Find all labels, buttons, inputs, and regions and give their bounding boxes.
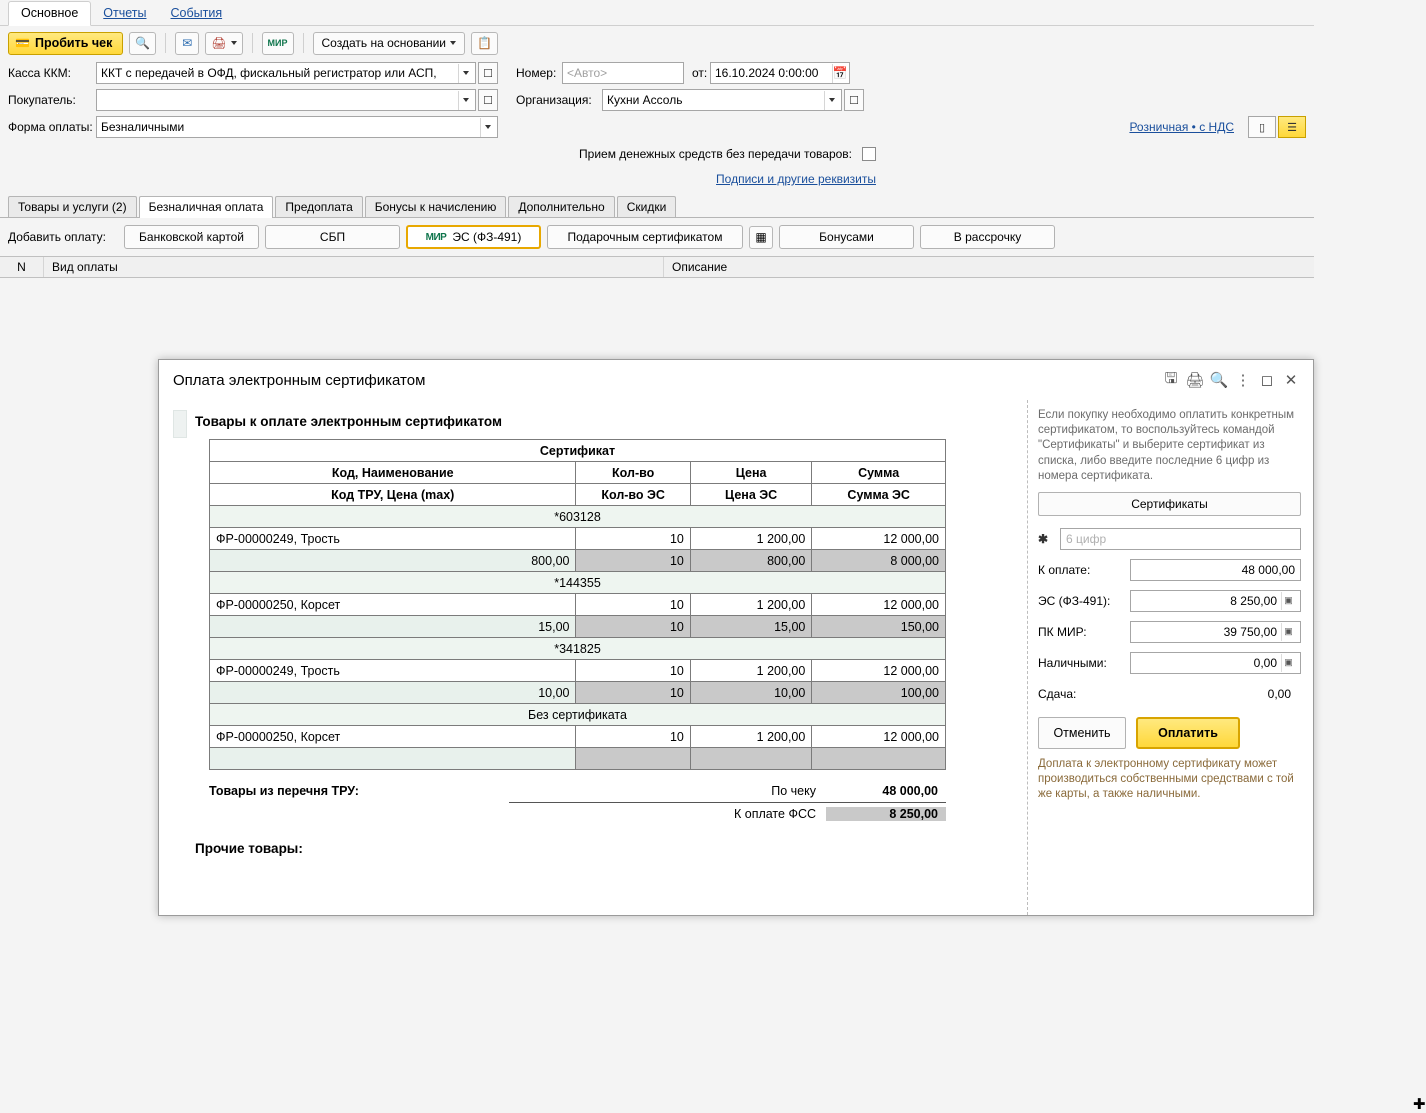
- table-row-sub[interactable]: [210, 682, 946, 704]
- pay-by-electronic-certificate-label: ЭС (ФЗ-491): [452, 230, 522, 244]
- cash-label: Наличными:: [1038, 655, 1107, 670]
- cell-name: ФР-00000249, Трость: [210, 528, 576, 550]
- create-based-on-button[interactable]: [313, 32, 466, 55]
- row-payform: [8, 116, 1306, 138]
- modal-title: Оплата электронным сертификатом: [173, 371, 426, 389]
- tab-bonuses-label: Бонусы к начислению: [374, 200, 497, 214]
- table-group-row: [210, 506, 946, 528]
- date-value: 16.10.2024 0:00:00: [715, 66, 819, 80]
- nav-tab-reports[interactable]: [91, 2, 158, 25]
- mir-button[interactable]: [262, 32, 294, 55]
- pay-by-sbp-button[interactable]: [265, 225, 400, 249]
- cell-price-es: [690, 748, 811, 770]
- cell-sum-es: 150,00: [812, 616, 946, 638]
- close-icon[interactable]: ✕: [1284, 372, 1298, 389]
- totals-fss-value: 8 250,00: [826, 807, 946, 821]
- row-pk-mir: [1038, 619, 1301, 645]
- totals-row-check: [209, 780, 946, 802]
- cell-sum-es: 100,00: [812, 682, 946, 704]
- pay-button[interactable]: [1136, 717, 1240, 749]
- th-code-name: Код, Наименование: [210, 462, 576, 484]
- cell-price-es: 15,00: [690, 616, 811, 638]
- to-pay-value: 48 000,00: [1241, 562, 1295, 577]
- row-change: [1038, 681, 1301, 707]
- chevron-down-icon-2: [450, 41, 456, 45]
- envelope-icon: ✉: [182, 36, 193, 50]
- cell-qty: 10: [576, 660, 690, 682]
- table-group-row: [210, 704, 946, 726]
- group-label-2: *144355: [210, 572, 946, 594]
- section-marker: [173, 410, 187, 438]
- document-tabs: [0, 194, 1314, 218]
- date-label: от:: [692, 66, 708, 80]
- certificates-button[interactable]: [1038, 492, 1301, 516]
- tab-additional[interactable]: [508, 196, 614, 217]
- nav-tab-reports-label: Отчеты: [103, 6, 147, 20]
- cell-qty: 10: [576, 594, 690, 616]
- punch-check-label: Пробить чек: [34, 36, 113, 50]
- tab-additional-label: Дополнительно: [518, 200, 605, 214]
- maximize-icon[interactable]: ◻: [1260, 372, 1274, 389]
- modal-body: [159, 400, 1313, 915]
- main-toolbar: [0, 26, 1314, 60]
- cell-qty-es: 10: [576, 682, 690, 704]
- table-row[interactable]: [210, 660, 946, 682]
- cell-price: 1 200,00: [690, 660, 811, 682]
- toolbar-separator-3: [303, 33, 304, 53]
- calculator-icon-3[interactable]: ▣: [1281, 654, 1295, 672]
- search-button[interactable]: [129, 32, 156, 55]
- table-row[interactable]: [210, 726, 946, 748]
- tab-bonuses[interactable]: [365, 196, 507, 217]
- cell-price-es: 10,00: [690, 682, 811, 704]
- tab-cashless-payment[interactable]: [139, 196, 274, 218]
- to-pay-input[interactable]: [1130, 559, 1301, 581]
- tab-cashless-payment-label: Безналичная оплата: [148, 200, 264, 214]
- row-kassa: [8, 62, 1306, 84]
- row-es: [1038, 588, 1301, 614]
- es-input[interactable]: [1130, 590, 1301, 612]
- barcode-button[interactable]: ☰: [1278, 116, 1306, 138]
- th-price: Цена: [690, 462, 811, 484]
- pay-by-bonuses-label: Бонусами: [819, 230, 874, 244]
- cell-tru-price: 10,00: [210, 682, 576, 704]
- cell-sum-es: [812, 748, 946, 770]
- org-dropdown-icon[interactable]: [824, 91, 839, 110]
- nav-tab-events-label: События: [170, 6, 223, 20]
- pay-button-label: Оплатить: [1158, 725, 1218, 740]
- table-header-row-2: [210, 484, 946, 506]
- modal-left-panel: [159, 400, 1027, 915]
- change-label: Сдача:: [1038, 686, 1077, 701]
- certificate-code-row: [1038, 526, 1301, 552]
- group-label-4: Без сертификата: [210, 704, 946, 726]
- modal-title-bar: [159, 360, 1313, 400]
- change-value-readonly: [1130, 683, 1301, 705]
- to-pay-label: К оплате:: [1038, 562, 1091, 577]
- th-qty-es: Кол-во ЭС: [576, 484, 690, 506]
- tab-prepayment-label: Предоплата: [285, 200, 353, 214]
- mir-icon-button: МИР: [425, 231, 447, 243]
- accept-funds-checkbox[interactable]: [862, 147, 876, 161]
- cell-qty-es: [576, 748, 690, 770]
- row-buyer: [8, 89, 1306, 111]
- certificate-hint-text: Если покупку необходимо оплатить конкретным сертификатом, то воспользуйтесь командой "Сертификаты" и выберите сертификат из списка, либо введите последние 6 цифр из номера сертификата.: [1038, 409, 1294, 482]
- cell-price-es: 800,00: [690, 550, 811, 572]
- calendar-icon[interactable]: 📅: [832, 64, 847, 83]
- calculator-icon-2[interactable]: ▣: [1281, 623, 1295, 641]
- certificate-code-placeholder: 6 цифр: [1066, 531, 1107, 546]
- group-label-1: *603128: [210, 506, 946, 528]
- row-accept-funds: [8, 143, 1306, 165]
- punch-check-button[interactable]: [8, 32, 123, 55]
- required-marker: ✱: [1038, 531, 1049, 546]
- table-row-sub[interactable]: [210, 550, 946, 572]
- nav-tab-main[interactable]: [8, 1, 91, 26]
- cell-price: 1 200,00: [690, 594, 811, 616]
- kassa-open-button[interactable]: ☐: [478, 62, 498, 84]
- cash-value: 0,00: [1253, 655, 1277, 670]
- cell-name: ФР-00000250, Корсет: [210, 594, 576, 616]
- table-row-sub[interactable]: [210, 616, 946, 638]
- report-icon: 📋: [477, 36, 492, 50]
- top-navigation: [0, 0, 1314, 26]
- buyer-dropdown-icon[interactable]: [458, 91, 473, 110]
- th-certificate: Сертификат: [210, 440, 946, 462]
- cell-name: ФР-00000250, Корсет: [210, 726, 576, 748]
- kassa-dropdown-icon[interactable]: [458, 64, 473, 83]
- cell-sum: 12 000,00: [812, 660, 946, 682]
- pk-mir-input[interactable]: [1130, 621, 1301, 643]
- grid-col-n: N: [0, 257, 44, 277]
- certificate-goods-table: [209, 439, 946, 770]
- th-price-es: Цена ЭС: [690, 484, 811, 506]
- nav-tab-events[interactable]: [159, 2, 235, 25]
- other-goods-title: Прочие товары:: [195, 841, 303, 856]
- table-group-row: [210, 572, 946, 594]
- print-icon-modal[interactable]: 🖨: [1185, 372, 1205, 389]
- cell-qty: 10: [576, 528, 690, 550]
- pay-by-bank-card-label: Банковской картой: [139, 230, 244, 244]
- document-header-form: [0, 60, 1314, 188]
- calculator-icon[interactable]: ▣: [1281, 592, 1295, 610]
- change-value: 0,00: [1267, 686, 1291, 701]
- table-header-row-1: [210, 462, 946, 484]
- grid-col-description: Описание: [672, 260, 728, 274]
- add-payment-row: [0, 218, 1314, 256]
- preview-icon[interactable]: 🔍: [1209, 372, 1229, 389]
- org-label: Организация:: [516, 93, 592, 107]
- number-field[interactable]: [562, 62, 684, 84]
- cell-sum-es: 8 000,00: [812, 550, 946, 572]
- payform-field[interactable]: [96, 116, 498, 138]
- totals-row-fss: [209, 803, 946, 825]
- tab-prepayment[interactable]: [275, 196, 362, 217]
- table-row-sub[interactable]: [210, 748, 946, 770]
- pay-by-bonuses-button[interactable]: [779, 225, 914, 249]
- print-icon: 🖨: [211, 36, 227, 50]
- date-field[interactable]: [710, 62, 850, 84]
- card-icon-button[interactable]: ▯: [1248, 116, 1276, 138]
- buyer-field[interactable]: [96, 89, 476, 111]
- group-label-3: *341825: [210, 638, 946, 660]
- kassa-label: Касса ККМ:: [8, 66, 71, 80]
- row-cash: [1038, 650, 1301, 676]
- pay-by-electronic-certificate-button[interactable]: [406, 225, 541, 249]
- org-open-button[interactable]: ☐: [844, 89, 864, 111]
- payform-dropdown-icon[interactable]: [480, 118, 495, 137]
- grid-col-paytype: Вид оплаты: [44, 257, 664, 277]
- accept-funds-label: Прием денежных средств без передачи товаров:: [579, 147, 852, 161]
- totals-label: Товары из перечня ТРУ:: [209, 784, 359, 798]
- totals-check-value: 48 000,00: [882, 784, 938, 798]
- number-value: <Авто>: [567, 66, 608, 80]
- th-sum-es: Сумма ЭС: [812, 484, 946, 506]
- table-group-header-row: [210, 440, 946, 462]
- mir-icon: МИР: [267, 38, 288, 48]
- pay-in-installments-button[interactable]: [920, 225, 1055, 249]
- barcode-scan-button[interactable]: [749, 226, 773, 249]
- certificate-goods-title: Товары к оплате электронным сертификатом: [195, 414, 502, 429]
- payform-value: Безналичными: [101, 120, 185, 134]
- tab-discounts-label: Скидки: [626, 200, 667, 214]
- search-icon: 🔍: [135, 36, 151, 50]
- certificates-button-label: Сертификаты: [1131, 496, 1208, 511]
- tab-goods-services-label: Товары и услуги (2): [18, 200, 127, 214]
- kassa-value: ККТ с передачей в ОФД, фискальный регистратор или АСП,: [101, 66, 437, 80]
- cell-tru-price: [210, 748, 576, 770]
- save-icon[interactable]: 🖫: [1164, 369, 1178, 387]
- modal-right-panel: [1027, 400, 1313, 915]
- report-button[interactable]: [471, 32, 498, 55]
- signatures-link[interactable]: Подписи и другие реквизиты: [716, 172, 876, 186]
- cell-price: 1 200,00: [690, 726, 811, 748]
- cancel-button-label: Отменить: [1053, 725, 1111, 740]
- surcharge-warning-text: Доплата к электронному сертификату может производиться собственными средствами с той же карты, а также наличными.: [1038, 757, 1294, 801]
- electronic-certificate-payment-dialog: [158, 359, 1426, 1113]
- cell-sum: 12 000,00: [812, 594, 946, 616]
- pk-mir-value: 39 750,00: [1223, 624, 1277, 639]
- cash-input[interactable]: [1130, 652, 1301, 674]
- receipt-icon: 💳: [15, 36, 30, 50]
- payform-label: Форма оплаты:: [8, 120, 93, 134]
- pk-mir-label: ПК МИР:: [1038, 624, 1087, 639]
- cell-sum: 12 000,00: [812, 528, 946, 550]
- pay-by-gift-certificate-label: Подарочным сертификатом: [567, 230, 723, 244]
- th-qty: Кол-во: [576, 462, 690, 484]
- es-label: ЭС (ФЗ-491):: [1038, 593, 1111, 608]
- more-menu-icon[interactable]: ⋮: [1235, 372, 1251, 389]
- cell-qty: 10: [576, 726, 690, 748]
- price-type-link[interactable]: Розничная • с НДС: [1129, 120, 1234, 134]
- pay-by-sbp-label: СБП: [319, 230, 346, 244]
- tab-goods-services[interactable]: [8, 196, 137, 217]
- send-email-button[interactable]: [175, 32, 199, 55]
- table-group-row: [210, 638, 946, 660]
- cell-name: ФР-00000249, Трость: [210, 660, 576, 682]
- barcode-icon: ▦: [755, 230, 767, 244]
- cell-qty-es: 10: [576, 616, 690, 638]
- mouse-cursor: ✚: [1413, 1096, 1426, 1113]
- cell-tru-price: 15,00: [210, 616, 576, 638]
- pay-by-bank-card-button[interactable]: [124, 225, 259, 249]
- row-signatures: [8, 170, 1306, 188]
- cell-tru-price: 800,00: [210, 550, 576, 572]
- th-tru-code: Код ТРУ, Цена (max): [210, 484, 576, 506]
- certificate-code-input[interactable]: [1060, 528, 1301, 550]
- print-button[interactable]: [205, 32, 242, 55]
- cell-price: 1 200,00: [690, 528, 811, 550]
- org-field[interactable]: [602, 89, 842, 111]
- nav-tab-main-label: Основное: [21, 6, 79, 20]
- create-based-on-label: Создать на основании: [321, 36, 447, 50]
- payments-grid-header: [0, 256, 1314, 278]
- cell-qty-es: 10: [576, 550, 690, 572]
- tab-discounts[interactable]: [617, 196, 677, 217]
- toolbar-separator-1: [165, 33, 166, 53]
- cell-sum: 12 000,00: [812, 726, 946, 748]
- dialog-buttons: [1038, 717, 1301, 749]
- table-row[interactable]: [210, 528, 946, 550]
- pay-in-installments-label: В рассрочку: [953, 230, 1022, 244]
- cancel-button[interactable]: [1038, 717, 1126, 749]
- add-payment-label: Добавить оплату:: [8, 230, 106, 244]
- table-row[interactable]: [210, 594, 946, 616]
- es-value: 8 250,00: [1230, 593, 1277, 608]
- chevron-down-icon: [231, 41, 237, 45]
- toolbar-separator-2: [252, 33, 253, 53]
- row-to-pay: [1038, 557, 1301, 583]
- buyer-open-button[interactable]: ☐: [478, 89, 498, 111]
- org-value: Кухни Ассоль: [607, 93, 683, 107]
- kassa-field[interactable]: [96, 62, 476, 84]
- buyer-label: Покупатель:: [8, 93, 76, 107]
- totals-fss-label: К оплате ФСС: [733, 807, 816, 821]
- totals-block: [209, 780, 946, 825]
- th-sum: Сумма: [812, 462, 946, 484]
- totals-check-label: По чеку: [771, 784, 816, 798]
- number-label: Номер:: [516, 66, 557, 80]
- pay-by-gift-certificate-button[interactable]: [547, 225, 743, 249]
